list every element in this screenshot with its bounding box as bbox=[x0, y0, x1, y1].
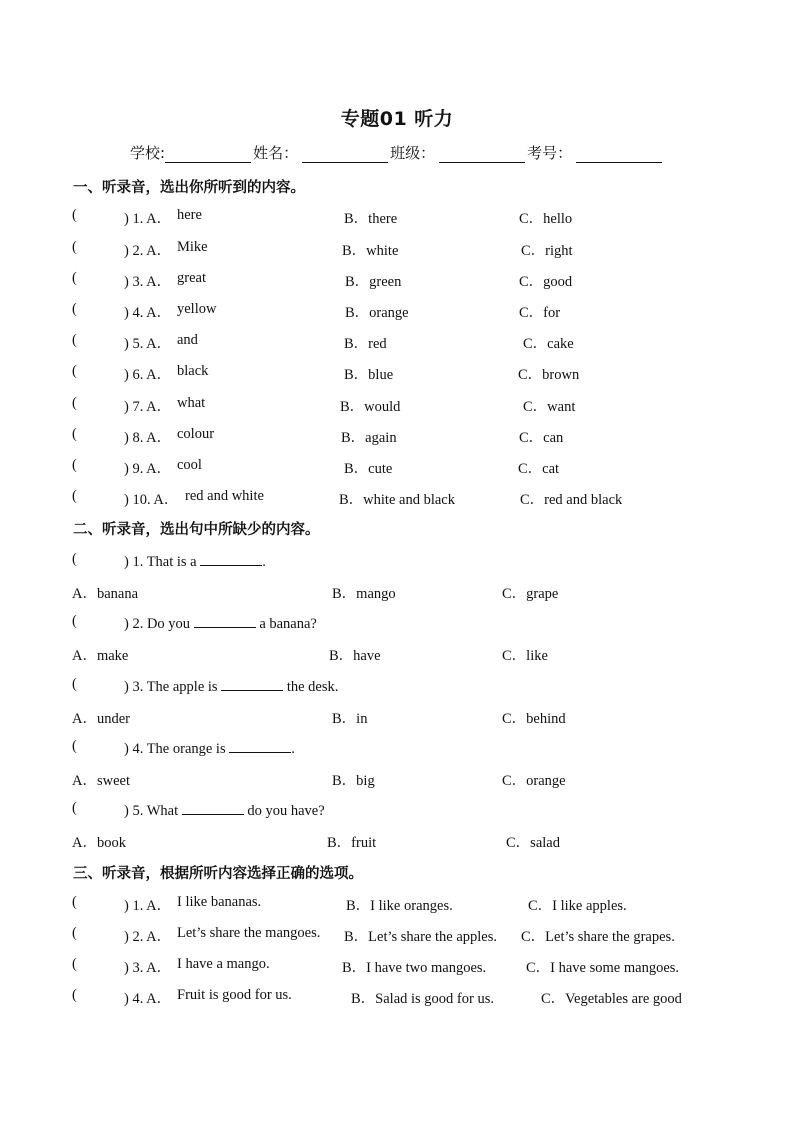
fill-blank[interactable] bbox=[200, 551, 262, 566]
s2-options-3 bbox=[0, 707, 794, 727]
option-a: A．sweet bbox=[72, 773, 130, 789]
s1-question-3 bbox=[0, 270, 794, 290]
option-a: what bbox=[177, 395, 206, 411]
s3-question-1 bbox=[0, 894, 794, 914]
s3-question-3 bbox=[0, 956, 794, 976]
question-text: ) 4. The orange is . bbox=[124, 738, 295, 758]
question-number: ) 9. A． bbox=[124, 461, 172, 477]
school-blank[interactable] bbox=[165, 146, 251, 163]
option-b: B．blue bbox=[344, 367, 394, 383]
question-number: ) 3. A． bbox=[124, 274, 172, 290]
answer-paren[interactable]: ( bbox=[72, 488, 77, 504]
option-b: B．big bbox=[332, 773, 375, 789]
fill-blank[interactable] bbox=[194, 613, 256, 628]
s1-question-10 bbox=[0, 488, 794, 508]
s1-question-8 bbox=[0, 426, 794, 446]
option-a: Mike bbox=[177, 239, 208, 255]
name-label: 姓名： bbox=[253, 144, 299, 162]
option-c: C．red and black bbox=[520, 492, 623, 508]
question-number: ) 5. A． bbox=[124, 336, 172, 352]
option-c: C．brown bbox=[518, 367, 580, 383]
s2-options-2 bbox=[0, 644, 794, 664]
option-b: B．Salad is good for us. bbox=[351, 991, 494, 1007]
option-c: C．like bbox=[502, 648, 548, 664]
answer-paren[interactable]: ( bbox=[72, 613, 77, 629]
option-a: A．book bbox=[72, 835, 126, 851]
option-b: B．white and black bbox=[339, 492, 455, 508]
class-blank[interactable] bbox=[439, 146, 525, 163]
option-a: A．banana bbox=[72, 586, 139, 602]
option-c: C．cake bbox=[523, 336, 574, 352]
answer-paren[interactable]: ( bbox=[72, 301, 77, 317]
option-a: and bbox=[177, 332, 198, 348]
s1-question-4 bbox=[0, 301, 794, 321]
option-a: red and white bbox=[185, 488, 264, 504]
option-a: A．under bbox=[72, 711, 130, 727]
answer-paren[interactable]: ( bbox=[72, 800, 77, 816]
answer-paren[interactable]: ( bbox=[72, 956, 77, 972]
number-blank[interactable] bbox=[576, 146, 662, 163]
question-number: ) 2. A． bbox=[124, 243, 172, 259]
option-b: B．again bbox=[341, 430, 397, 446]
option-b: B．I like oranges. bbox=[346, 898, 453, 914]
student-info-line bbox=[130, 142, 664, 163]
option-b: B．I have two mangoes. bbox=[342, 960, 487, 976]
option-c: C．behind bbox=[502, 711, 566, 727]
option-c: C．can bbox=[519, 430, 564, 446]
question-text: ) 5. What do you have? bbox=[124, 800, 325, 820]
option-a: great bbox=[177, 270, 206, 286]
question-number: ) 6. A． bbox=[124, 367, 172, 383]
option-b: B．fruit bbox=[327, 835, 377, 851]
s1-question-5 bbox=[0, 332, 794, 352]
s2-options-1 bbox=[0, 582, 794, 602]
answer-paren[interactable]: ( bbox=[72, 239, 77, 255]
answer-paren[interactable]: ( bbox=[72, 738, 77, 754]
option-b: B．there bbox=[344, 211, 398, 227]
name-blank[interactable] bbox=[302, 146, 388, 163]
s2-options-4 bbox=[0, 769, 794, 789]
option-c: C．I have some mangoes. bbox=[526, 960, 680, 976]
s2-question-1 bbox=[0, 551, 794, 571]
fill-blank[interactable] bbox=[221, 676, 283, 691]
answer-paren[interactable]: ( bbox=[72, 270, 77, 286]
s1-question-7 bbox=[0, 395, 794, 415]
option-c: C．right bbox=[521, 243, 573, 259]
option-b: B．mango bbox=[332, 586, 396, 602]
option-b: B．in bbox=[332, 711, 368, 727]
question-number: ) 4. A． bbox=[124, 991, 172, 1007]
answer-paren[interactable]: ( bbox=[72, 395, 77, 411]
s3-question-2 bbox=[0, 925, 794, 945]
question-text: ) 1. That is a . bbox=[124, 551, 266, 571]
s1-question-1 bbox=[0, 207, 794, 227]
option-c: C．grape bbox=[502, 586, 559, 602]
number-label: 考号： bbox=[527, 144, 573, 162]
class-label: 班级： bbox=[390, 144, 436, 162]
question-text: ) 3. The apple is the desk. bbox=[124, 676, 338, 696]
answer-paren[interactable]: ( bbox=[72, 363, 77, 379]
question-number: ) 1. A． bbox=[124, 898, 172, 914]
s1-question-6 bbox=[0, 363, 794, 383]
option-a: Let’s share the mangoes. bbox=[177, 925, 321, 941]
s1-question-2 bbox=[0, 239, 794, 259]
question-number: ) 2. A． bbox=[124, 929, 172, 945]
s3-question-4 bbox=[0, 987, 794, 1007]
answer-paren[interactable]: ( bbox=[72, 925, 77, 941]
option-b: B．Let’s share the apples. bbox=[344, 929, 498, 945]
option-a: here bbox=[177, 207, 202, 223]
fill-blank[interactable] bbox=[182, 800, 244, 815]
option-c: C．orange bbox=[502, 773, 566, 789]
answer-paren[interactable]: ( bbox=[72, 457, 77, 473]
question-text: ) 2. Do you a banana? bbox=[124, 613, 317, 633]
option-a: cool bbox=[177, 457, 202, 473]
answer-paren[interactable]: ( bbox=[72, 551, 77, 567]
s2-question-5 bbox=[0, 800, 794, 820]
option-c: C．Vegetables are good bbox=[541, 991, 682, 1007]
option-a: colour bbox=[177, 426, 215, 442]
s2-question-3 bbox=[0, 676, 794, 696]
option-b: B．have bbox=[329, 648, 381, 664]
answer-paren[interactable]: ( bbox=[72, 894, 77, 910]
page-title: 专题01 听力 bbox=[340, 108, 454, 130]
option-c: C．good bbox=[519, 274, 573, 290]
question-number: ) 8. A． bbox=[124, 430, 172, 446]
option-a: I like bananas. bbox=[177, 894, 262, 910]
option-b: B．would bbox=[340, 399, 401, 415]
question-number: ) 7. A． bbox=[124, 399, 172, 415]
answer-paren[interactable]: ( bbox=[72, 207, 77, 223]
option-b: B．green bbox=[345, 274, 402, 290]
option-c: C．cat bbox=[518, 461, 560, 477]
section-1-heading: 一、听录音，选出你所听到的内容。 bbox=[73, 180, 305, 196]
s2-question-4 bbox=[0, 738, 794, 758]
option-a: yellow bbox=[177, 301, 217, 317]
question-number: ) 4. A． bbox=[124, 305, 172, 321]
option-c: C．hello bbox=[519, 211, 573, 227]
option-b: B．orange bbox=[345, 305, 409, 321]
option-c: C．Let’s share the grapes. bbox=[521, 929, 675, 945]
option-b: B．red bbox=[344, 336, 387, 352]
option-a: I have a mango. bbox=[177, 956, 270, 972]
option-b: B．white bbox=[342, 243, 399, 259]
s1-question-9 bbox=[0, 457, 794, 477]
school-label: 学校: bbox=[130, 144, 166, 162]
s2-options-5 bbox=[0, 831, 794, 851]
option-b: B．cute bbox=[344, 461, 393, 477]
option-c: C．for bbox=[519, 305, 561, 321]
option-a: Fruit is good for us. bbox=[177, 987, 292, 1003]
option-a: A．make bbox=[72, 648, 129, 664]
option-c: C．salad bbox=[506, 835, 560, 851]
section-3-heading: 三、听录音，根据所听内容选择正确的选项。 bbox=[73, 866, 363, 882]
option-c: C．I like apples. bbox=[528, 898, 627, 914]
answer-paren[interactable]: ( bbox=[72, 426, 77, 442]
option-a: black bbox=[177, 363, 209, 379]
s2-question-2 bbox=[0, 613, 794, 633]
question-number: ) 10. A． bbox=[124, 492, 179, 508]
section-2-heading: 二、听录音，选出句中所缺少的内容。 bbox=[73, 522, 320, 538]
answer-paren[interactable]: ( bbox=[72, 676, 77, 692]
option-c: C．want bbox=[523, 399, 576, 415]
question-number: ) 1. A． bbox=[124, 211, 172, 227]
answer-paren[interactable]: ( bbox=[72, 332, 77, 348]
question-number: ) 3. A． bbox=[124, 960, 172, 976]
answer-paren[interactable]: ( bbox=[72, 987, 77, 1003]
fill-blank[interactable] bbox=[229, 738, 291, 753]
